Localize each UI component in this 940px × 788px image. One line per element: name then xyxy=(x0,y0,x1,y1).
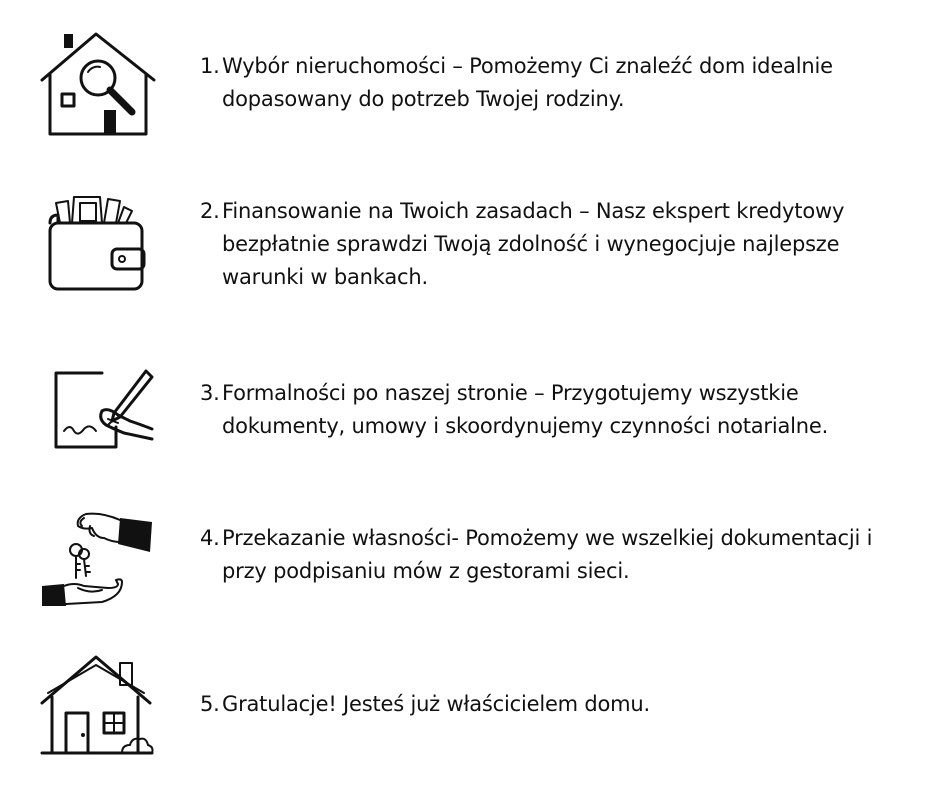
step-number: 3. xyxy=(200,381,220,405)
step-number: 5. xyxy=(200,692,220,716)
step-text: Przekazanie własności- Pomożemy we wszelkiej dokumentacji i przy podpisaniu mów z gestorami sieci. xyxy=(222,526,873,583)
house-search-icon xyxy=(38,30,158,140)
step-number: 1. xyxy=(200,54,220,78)
step-text: Gratulacje! Jesteś już właścicielem domu. xyxy=(222,692,651,716)
step-text: Finansowanie na Twoich zasadach – Nasz ekspert kredytowy bezpłatnie sprawdzi Twoją zdolność i wynegocjuje najlepsze warunki w bankach. xyxy=(222,199,845,289)
house-icon xyxy=(38,653,158,757)
step-text: Formalności po naszej stronie – Przygotujemy wszystkie dokumenty, umowy i skoordynujemy czynności notarialne. xyxy=(222,381,829,438)
wallet-cash-icon xyxy=(38,193,150,295)
step-number: 2. xyxy=(200,199,220,223)
document-signing-icon xyxy=(38,367,158,453)
step-number: 4. xyxy=(200,526,220,550)
key-handover-icon xyxy=(38,508,158,612)
step-text: Wybór nieruchomości – Pomożemy Ci znaleźć dom idealnie dopasowany do potrzeb Twojej rodziny. xyxy=(222,54,833,111)
